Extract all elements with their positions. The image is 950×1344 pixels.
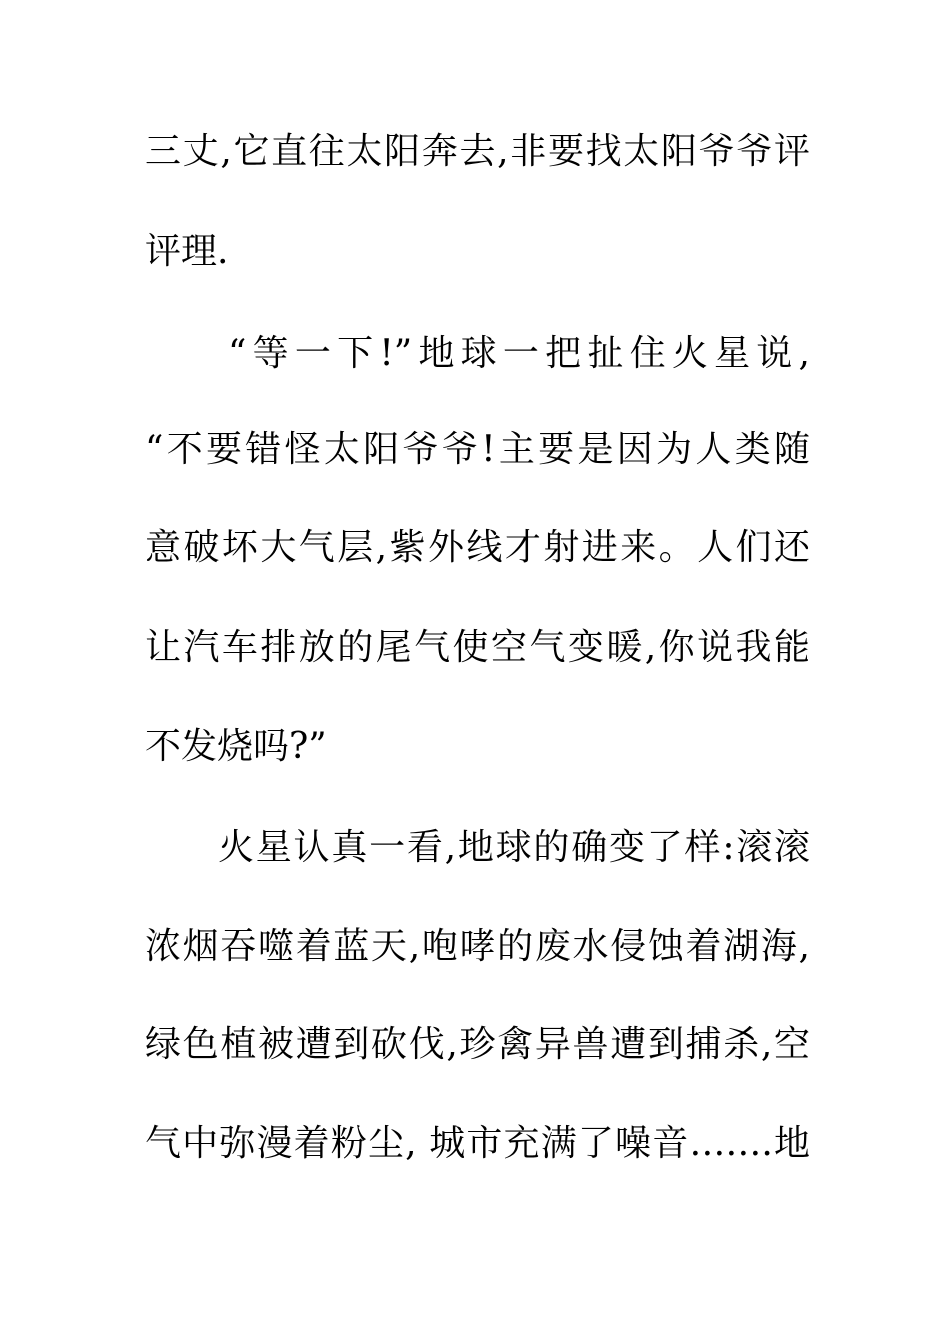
paragraph-start-line: 火星认真一看,地球的确变了样:滚滚 [218,827,810,868]
text-line: 让汽车排放的尾气使空气变暖,你说我能 [145,627,810,668]
text-line: 浓烟吞噬着蓝天,咆哮的废水侵蚀着湖海, [145,926,810,967]
text-line: 意破坏大气层,紫外线才射进来。人们还 [145,527,810,568]
text-line: 三丈,它直往太阳奔去,非要找太阳爷爷评 [145,131,810,172]
paragraph-start-line: “等一下!”地球一把扯住火星说, [228,333,810,374]
text-line: 绿色植被遭到砍伐,珍禽异兽遭到捕杀,空 [145,1024,810,1065]
text-line: “不要错怪太阳爷爷!主要是因为人类随 [145,429,810,470]
text-line: 评理. [145,231,229,272]
text-line: 气中弥漫着粉尘, 城市充满了噪音…….地 [145,1123,810,1164]
text-line: 不发烧吗?” [145,726,327,767]
